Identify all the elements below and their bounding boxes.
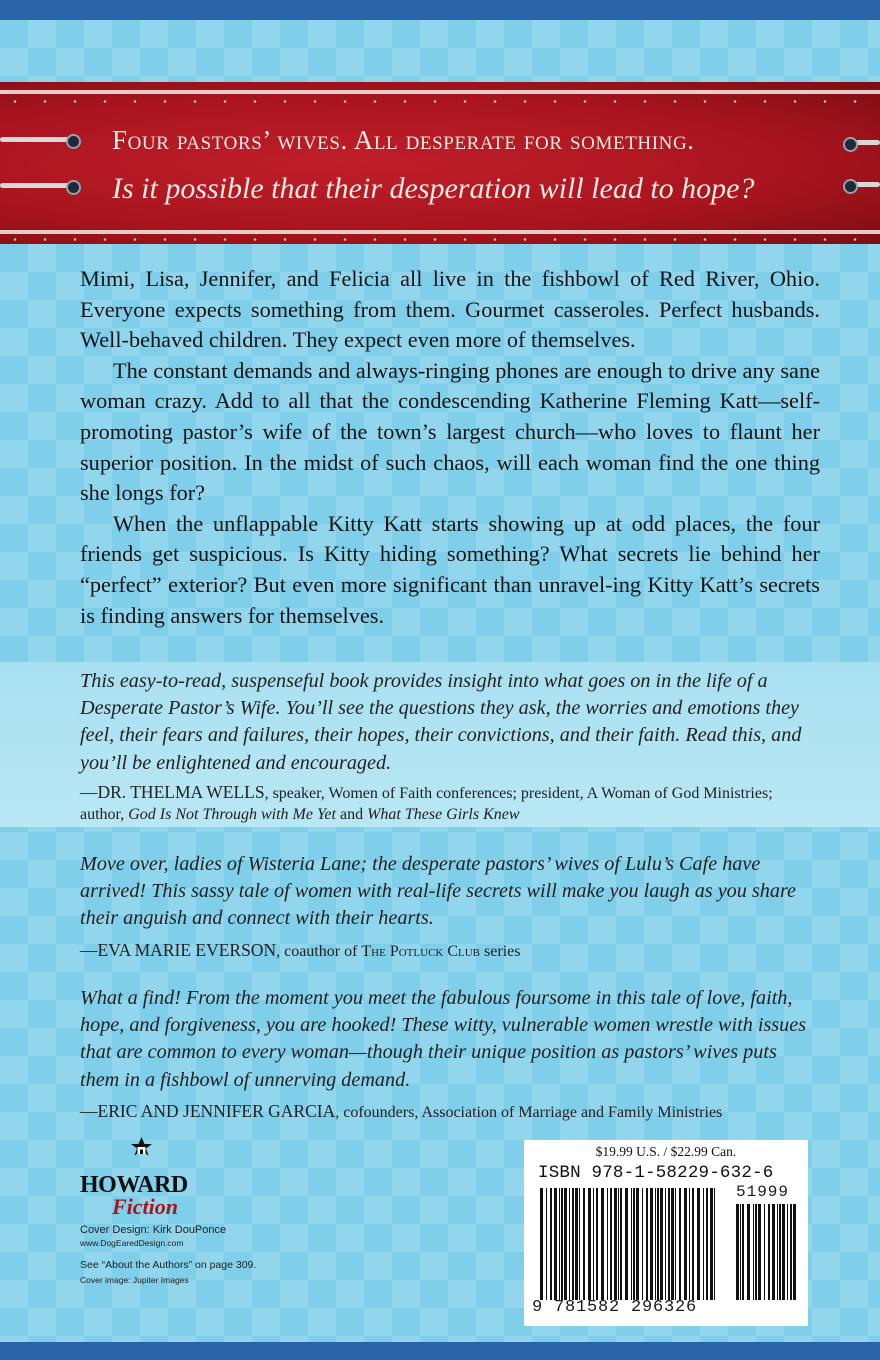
ean-digits: 9 781582 296326 bbox=[532, 1298, 698, 1317]
hinge-icon bbox=[0, 183, 76, 188]
red-banner bbox=[0, 82, 880, 244]
hinge-icon bbox=[0, 137, 76, 142]
endorsement-attribution: —EVA MARIE EVERSON, coauthor of The Potluck Club series bbox=[80, 940, 521, 960]
ean13-barcode bbox=[538, 1188, 718, 1300]
designer-website: www.DogEaredDesign.com bbox=[80, 1238, 184, 1248]
top-border bbox=[0, 0, 880, 20]
about-authors-note: See “About the Authors” on page 309. bbox=[80, 1259, 257, 1271]
barcode-panel bbox=[524, 1140, 808, 1326]
isbn-label: ISBN 978-1-58229-632-6 bbox=[538, 1163, 774, 1183]
publisher-imprint: Fiction bbox=[112, 1194, 179, 1219]
hinge-icon bbox=[848, 140, 880, 145]
description-paragraph: When the unflappable Kitty Katt starts showing up at odd places, the four friends get suspicious. Is Kitty hiding something? What secrets lie behind her “perfect” exterior? But even more significant than unravel-ing Kitty Katt’s secrets is finding answers for themselves. bbox=[80, 510, 820, 628]
star-house-icon bbox=[80, 1136, 210, 1176]
ean5-barcode bbox=[734, 1204, 796, 1300]
publisher-logo: HOWARD bbox=[80, 1172, 188, 1198]
book-description bbox=[80, 264, 820, 631]
bottom-border bbox=[0, 1342, 880, 1360]
description-paragraph: Mimi, Lisa, Jennifer, and Felicia all live in the fishbowl of Red River, Ohio. Everyone expects something from them. Gourmet casseroles. Perfect husbands. Well-behaved children. They expect even more of themselves. bbox=[80, 266, 820, 353]
price-label: $19.99 U.S. / $22.99 Can. bbox=[595, 1144, 737, 1159]
addon-digits: 51999 bbox=[736, 1183, 790, 1201]
endorsement-quote: What a find! From the moment you meet the fabulous foursome in this tale of love, faith, hope, and forgiveness, you are hooked! These witty, vulnerable women wrestle with issues that are common to every woman—though their unique position as pastors’ wives puts them in a fishbowl of unnerving demand. bbox=[80, 987, 807, 1091]
banner-question: Is it possible that their desperation will lead to hope? bbox=[112, 172, 755, 205]
banner-tagline: Four pastors’ wives. All desperate for something. bbox=[112, 125, 695, 155]
hinge-icon bbox=[848, 182, 880, 187]
endorsement-attribution: —ERIC AND JENNIFER GARCIA, cofounders, Association of Marriage and Family Ministries bbox=[80, 1101, 723, 1121]
cover-design-credit: Cover Design: Kirk DouPonce bbox=[80, 1224, 227, 1236]
description-paragraph: The constant demands and always-ringing phones are enough to drive any sane woman crazy. Add to all that the condescending Katherine Fleming Katt—self-promoting pastor’s wife of the town’s largest church—who loves to flaunt her superior position. In the midst of such chaos, will each woman find the one thing she longs for? bbox=[80, 357, 820, 506]
cover-image-credit: Cover image: Jupiter Images bbox=[80, 1275, 189, 1285]
endorsement-quote: This easy-to-read, suspenseful book provides insight into what goes on in the life of a Desperate Pastor’s Wife. You’ll see the questions they ask, the worries and emotions they feel, their fears and failures, their hopes, their convictions, and their faith. Read this, and you’ll be enlightened and encouraged. bbox=[80, 670, 802, 774]
endorsement-attribution: —DR. THELMA WELLS, speaker, Women of Faith conferences; president, A Woman of God Ministries; author, God Is Not Through with Me Yet and What These Girls Knew bbox=[80, 782, 773, 823]
endorsement-quote: Move over, ladies of Wisteria Lane; the desperate pastors’ wives of Lulu’s Cafe have arrived! This sassy tale of women with real-life secrets will make you laugh as you share their anguish and connect with their hearts. bbox=[80, 853, 797, 930]
